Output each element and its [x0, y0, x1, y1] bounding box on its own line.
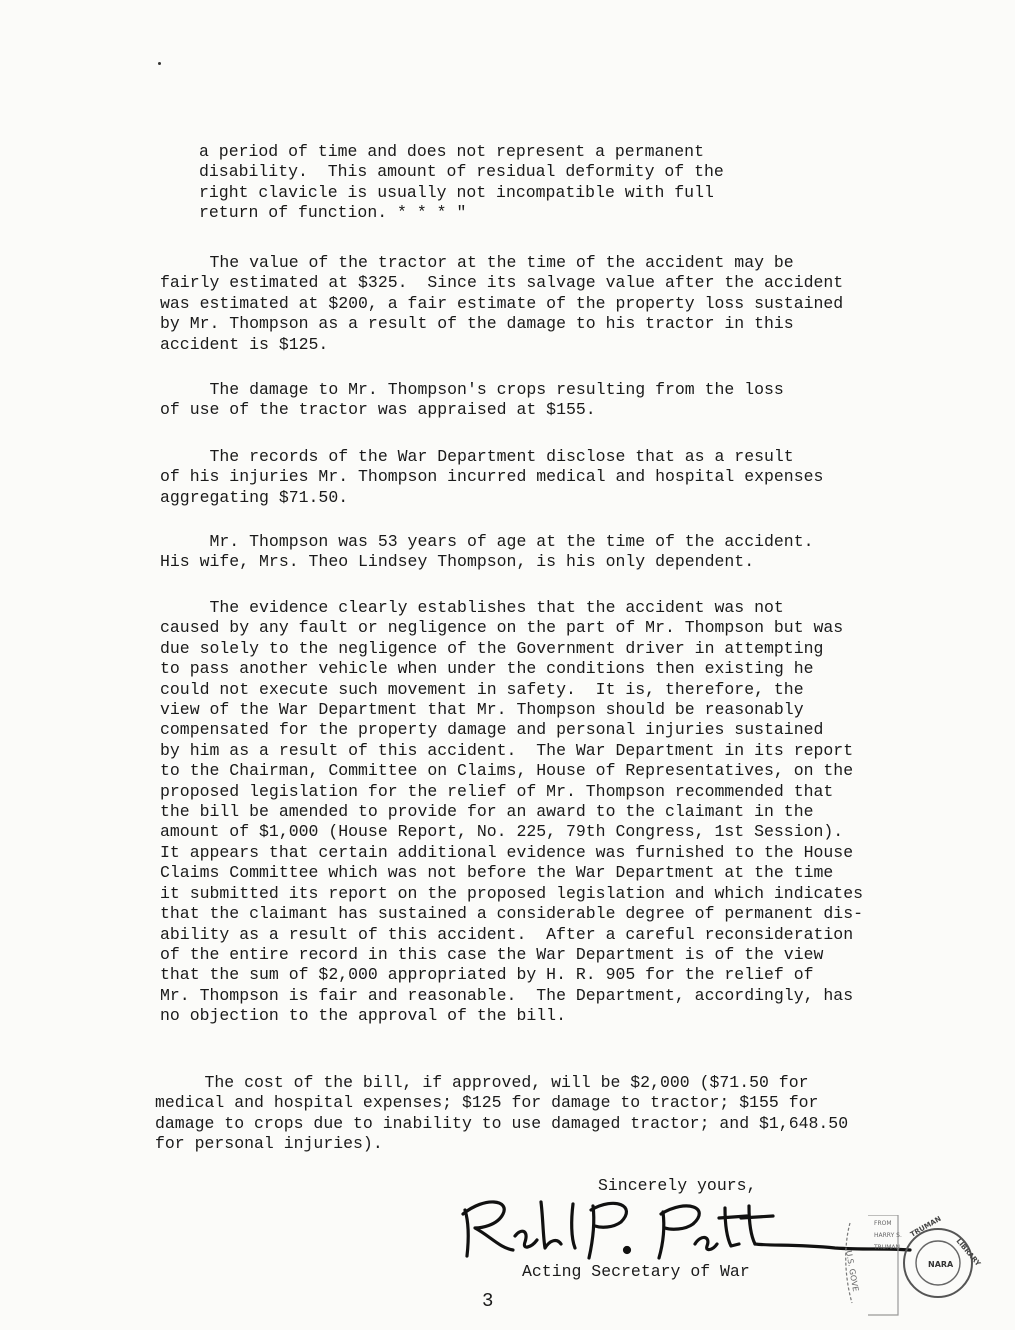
- paragraph-crop-damage: The damage to Mr. Thompson's crops resulting from the loss of use of the tractor was appraised at $155.: [160, 380, 784, 420]
- paragraph-evidence: The evidence clearly establishes that the accident was not caused by any fault or negligence on the part of Mr. Thompson but was due solely to the negligence of the Government driver in attempting to pass another vehicle when under the conditions then existing he could not execute such movement in safety. It is, therefore, the view of the War Department that Mr. Thompson should be reasonably compensated for the property damage and personal injuries sustained by him as a result of this accident. The War Department in its report to the Chairman, Committee on Claims, House of Representatives, on the proposed legislation for the relief of Mr. Thompson recommended that the bill be amended to provide for an award to the claimant in the amount of $1,000 (House Report, No. 225, 79th Congress, 1st Session). It appears that certain additional evidence was furnished to the House Claims Committee which was not before the War Department at the time it submitted its report on the proposed legislation and which indicates that the claimant has sustained a considerable degree of permanent dis- ability as a result of this accident. After a careful reconsideration of the entire record in this case the War Department is of the view that the sum of $2,000 appropriated by H. R. 905 for the relief of Mr. Thompson is fair and reasonable. The Department, accordingly, has no objection to the approval of the bill.: [160, 598, 864, 1026]
- paragraph-claimant-age: Mr. Thompson was 53 years of age at the time of the accident. His wife, Mrs. Theo Lindsey Thompson, is his only dependent.: [160, 532, 814, 572]
- paragraph-tractor-value: The value of the tractor at the time of the accident may be fairly estimated at $325. Since its salvage value after the accident was estimated at $200, a fair estimate of the property loss sustained by Mr. Thompson as a result of the damage to his tractor in this accident is $125.: [160, 253, 844, 354]
- svg-text:U.S. GOVE: U.S. GOVE: [844, 1249, 861, 1293]
- svg-text:NARA: NARA: [928, 1260, 954, 1269]
- quoted-medical-report: a period of time and does not represent a permanent disability. This amount of residual deformity of the right clavicle is usually not incompatible with full return of function. * * * ": [199, 142, 724, 223]
- paragraph-bill-cost: The cost of the bill, if approved, will be $2,000 ($71.50 for medical and hospital expenses; $125 for damage to tractor; $155 for damage to crops due to inability to use damaged tractor; and $1,648.50 for personal injuries).: [155, 1073, 849, 1154]
- paper-speck: [158, 62, 161, 65]
- closing-salutation: Sincerely yours,: [598, 1176, 757, 1195]
- svg-text:TRUMAN: TRUMAN: [909, 1215, 943, 1239]
- svg-text:TRUMAN: TRUMAN: [874, 1244, 900, 1251]
- library-stamp: [838, 1215, 1008, 1325]
- signature-title: Acting Secretary of War: [522, 1262, 750, 1281]
- svg-text:FROM: FROM: [874, 1220, 892, 1227]
- paragraph-medical-expenses: The records of the War Department disclose that as a result of his injuries Mr. Thompson incurred medical and hospital expenses aggregating $71.50.: [160, 447, 824, 507]
- svg-text:LIBRARY: LIBRARY: [954, 1237, 982, 1268]
- page-number: 3: [482, 1290, 494, 1312]
- svg-text:HARRY S.: HARRY S.: [874, 1232, 902, 1239]
